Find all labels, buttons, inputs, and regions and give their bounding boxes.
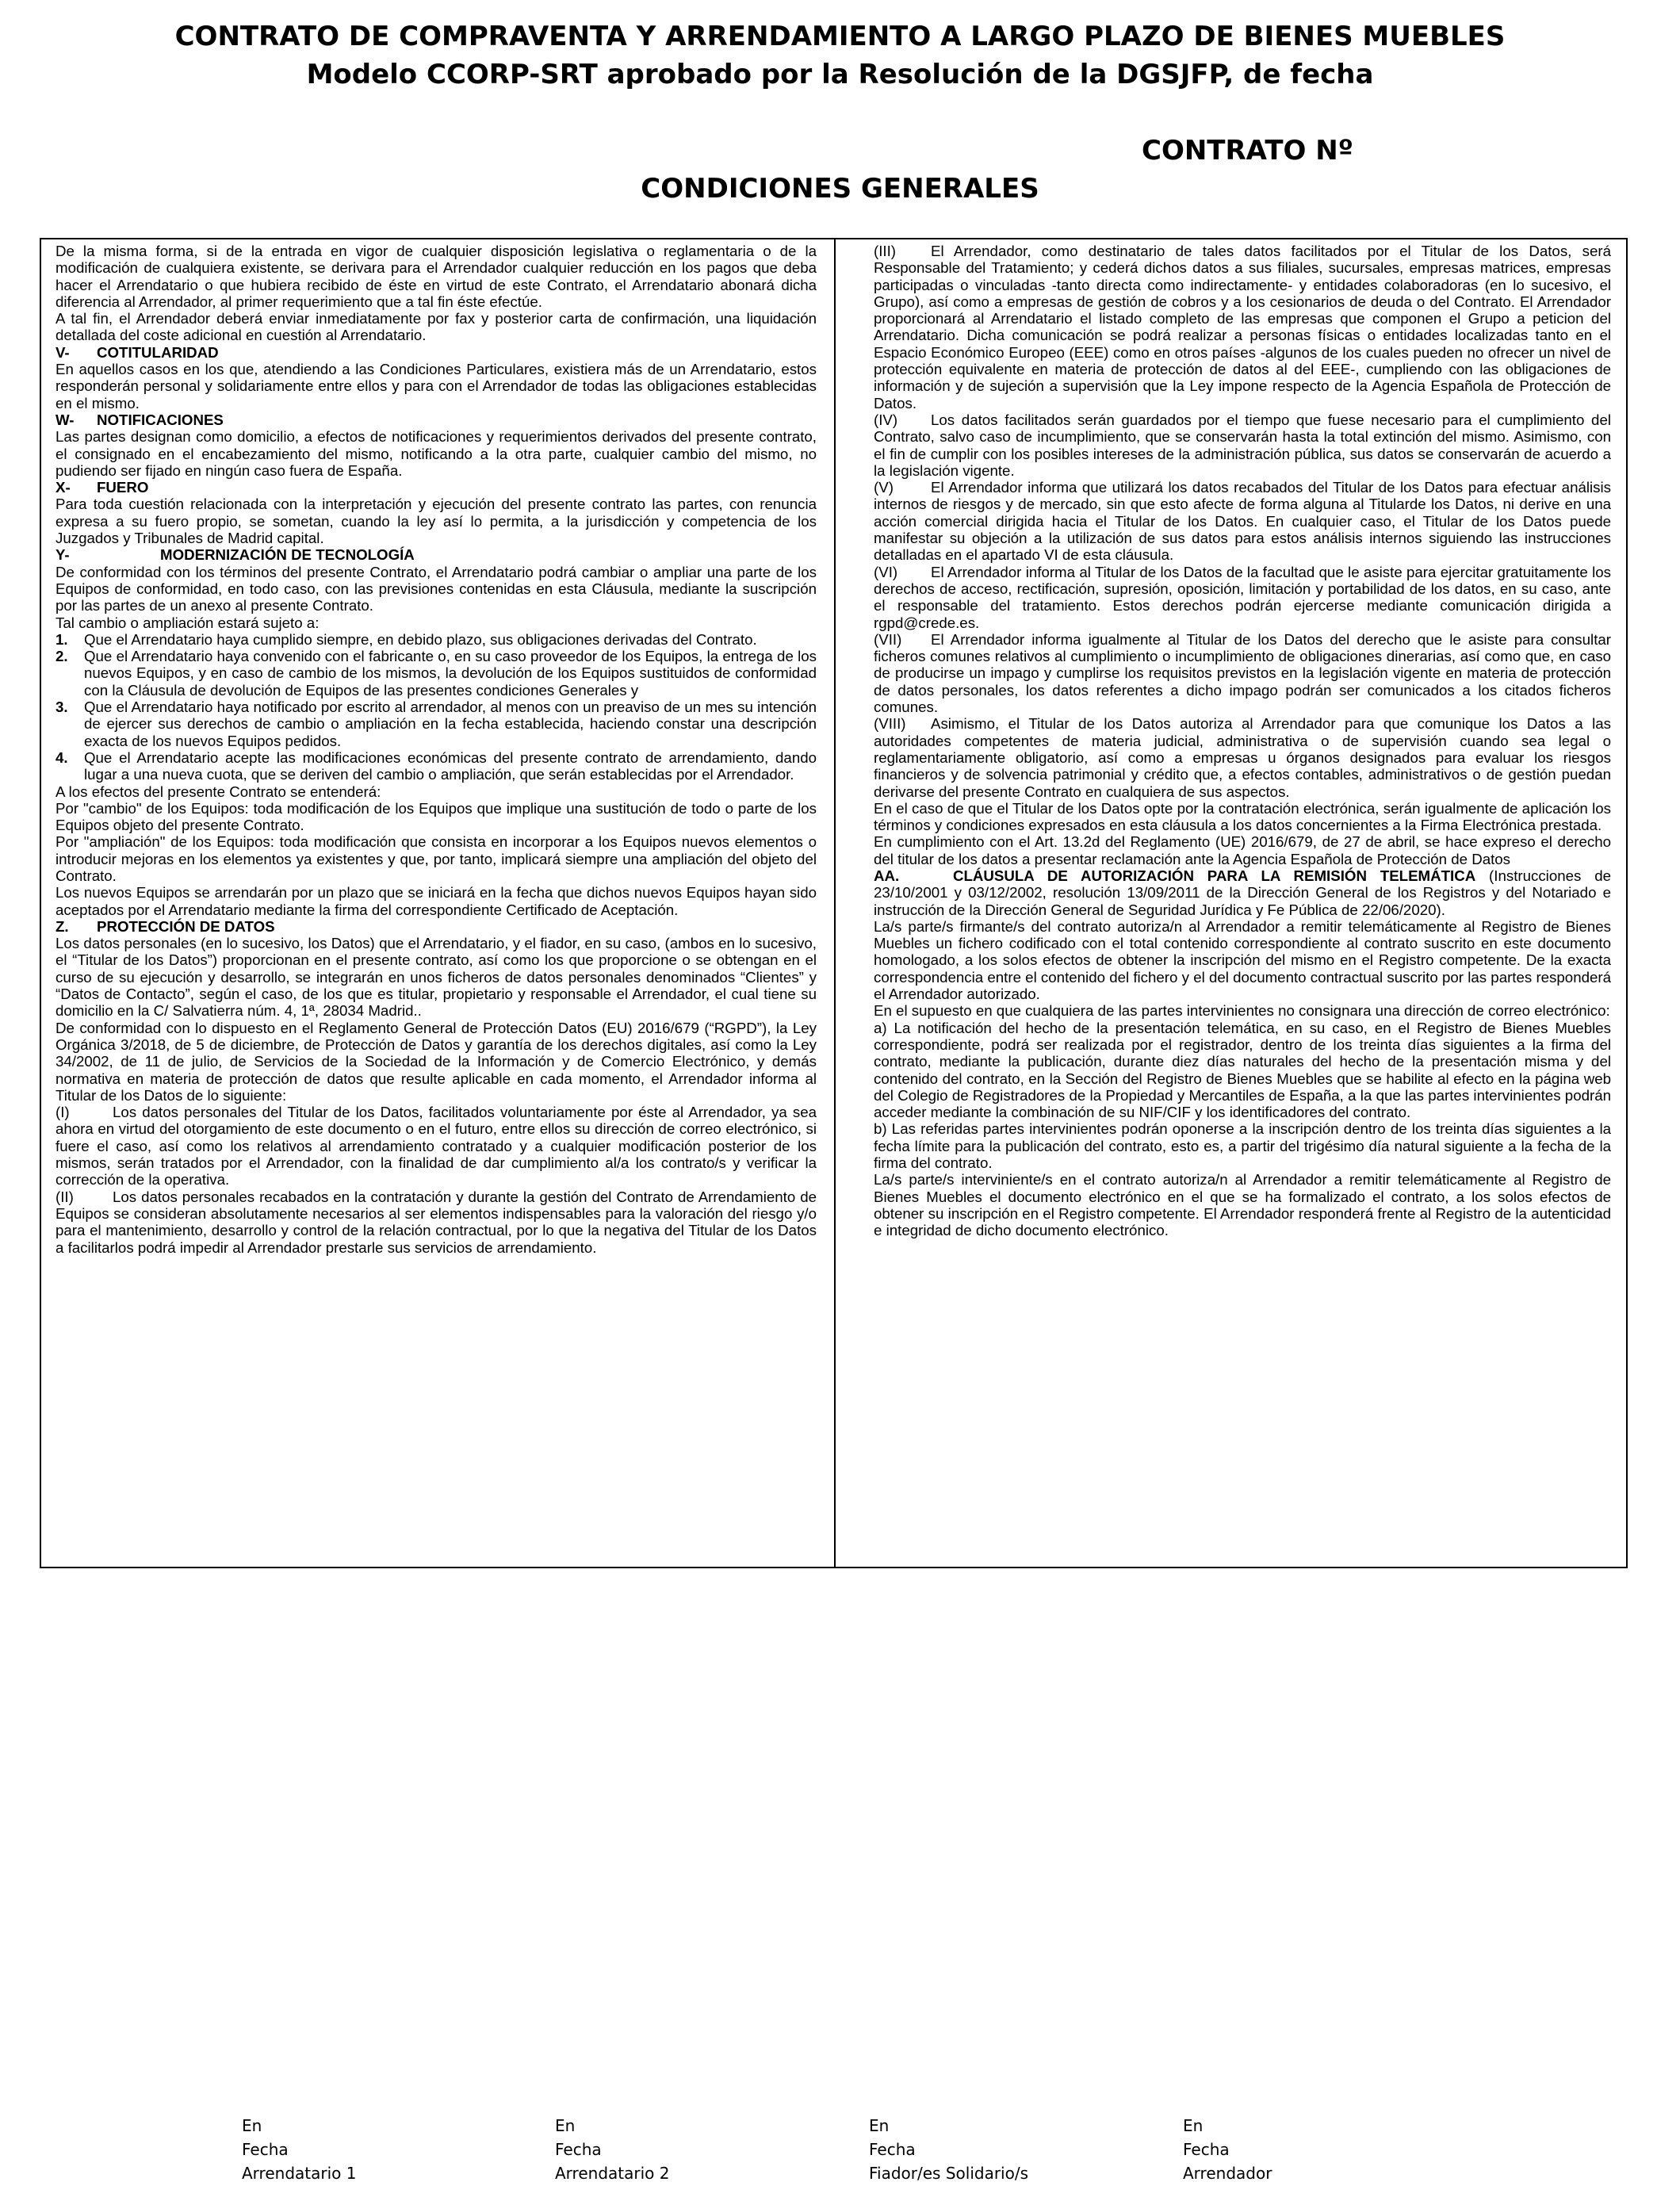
paragraph: Por "ampliación" de los Equipos: toda modificación que consista en incorporar a los Equipos nuevos elementos o introducir mejoras en los elementos ya existentes y que, por tanto, implicará siempre una ampliación del objeto del Contrato. bbox=[55, 833, 817, 884]
clause-heading-aa bbox=[874, 867, 1611, 918]
paragraph: De la misma forma, si de la entrada en vigor de cualquier disposición legislativa o reglamentaria o de la modificación de cualquiera existente, se derivara para el Arrendador cualquier reducción en los pagos que deba hacer el Arrendatario o que hubiera recibido de éste en virtud de este Contrato, el Arrendatario abonará dicha diferencia al Arrendador, al primer requerimiento que a tal fin éste efectúe. bbox=[55, 243, 817, 310]
section-title: CONDICIONES GENERALES bbox=[641, 173, 1039, 205]
signature-date: Fecha bbox=[242, 2140, 289, 2159]
signature-date: Fecha bbox=[869, 2140, 916, 2159]
paragraph: La/s parte/s interviniente/s en el contrato autoriza/n al Arrendador a remitir telemáticamente al Registro de Bienes Muebles el documento electrónico en el que se ha formalizado el contrato, a los solos efectos de obtener su inscripción en el Registro competente. El Arrendador responderá frente al Registro de la autenticidad e integridad de dicho documento electrónico. bbox=[874, 1171, 1611, 1239]
paragraph-text: El Arrendador informa igualmente al Titular de los Datos del derecho que le asiste para consultar ficheros comunes relativos al cumplimiento o incumplimiento de obligaciones dinerarias, así como que, en caso de producirse un impago y cumplirse los requisitos previstos en la legislación vigente en materia de protección de datos personales, los datos referentes a dicho impago podrán ser comunicados a los citados ficheros comunes. bbox=[874, 630, 1611, 716]
paragraph bbox=[874, 479, 1611, 563]
clause-heading-w bbox=[55, 411, 817, 428]
document-title: CONTRATO DE COMPRAVENTA Y ARRENDAMIENTO A LARGO PLAZO DE BIENES MUEBLES bbox=[174, 21, 1506, 52]
column-divider bbox=[834, 238, 836, 1568]
paragraph-text: Los datos personales recabados en la contratación y durante la gestión del Contrato de Arrendamiento de Equipos se consideran absolutamente necesarios al ser elementos indispensables para la valoración del riesgo y/o para el mantenimiento, desarrollo y control de la relación contractual, por lo que la negativa del Titular de los Datos a facilitarlos podrá impedir al Arrendador prestarle sus servicios de arrendamiento. bbox=[55, 1188, 817, 1256]
signature-role: Fiador/es Solidario/s bbox=[869, 2164, 1029, 2183]
roman-numeral: (I) bbox=[55, 1104, 70, 1121]
item-text: Que el Arrendatario haya cumplido siempre, en debido plazo, sus obligaciones derivadas del Contrato. bbox=[84, 630, 757, 648]
clause-code: Y- bbox=[55, 546, 70, 564]
paragraph bbox=[55, 1104, 817, 1188]
paragraph: En el caso de que el Titular de los Datos opte por la contratación electrónica, serán igualmente de aplicación los términos y condiciones expresados en esta cláusula a los datos concernientes a la Firma Electrónica prestada. bbox=[874, 799, 1611, 834]
paragraph-text: Asimismo, el Titular de los Datos autoriza al Arrendador para que comunique los Datos a las autoridades competentes de materia judicial, administrativa o de supervisión cuando sea legal o reglamentariamente obligatorio, así como a empresas u órganos designados para evaluar los riesgos financieros y de solvencia patrimonial y crédito que, a efectos contables, administrativos o de gestión puedan derivarse del presente Contrato en cualquiera de sus aspectos. bbox=[874, 715, 1611, 800]
signature-date: Fecha bbox=[1183, 2140, 1230, 2159]
roman-numeral: (II) bbox=[55, 1188, 74, 1205]
paragraph bbox=[55, 1189, 817, 1256]
clause-heading-y bbox=[55, 546, 817, 563]
paragraph bbox=[874, 715, 1611, 799]
right-column bbox=[874, 243, 1611, 1239]
numbered-item bbox=[55, 749, 817, 783]
paragraph: En cumplimiento con el Art. 13.2d del Reglamento (UE) 2016/679, de 27 de abril, se hace expreso el derecho del titular de los datos a presentar reclamación ante la Agencia Española de Protección de Datos bbox=[874, 833, 1611, 867]
signature-place: En bbox=[869, 2116, 890, 2135]
clause-title: COTITULARIDAD bbox=[97, 343, 219, 361]
left-column bbox=[55, 243, 817, 1256]
clause-title: NOTIFICACIONES bbox=[97, 411, 224, 428]
paragraph: A tal fin, el Arrendador deberá enviar inmediatamente por fax y posterior carta de confirmación, una liquidación detallada del coste adicional en cuestión al Arrendatario. bbox=[55, 310, 817, 344]
signature-block-fiador bbox=[869, 2114, 1028, 2185]
paragraph: La/s parte/s firmante/s del contrato autoriza/n al Arrendador a remitir telemáticamente al Registro de Bienes Muebles un fichero codificado con el total contenido correspondiente al contrato suscrito en este documento homologado, a los solos efectos de obtener la inscripción del mismo en el Registro competente. De la exacta correspondencia entre el contenido del fichero y el del documento contractual suscrito por las partes responderá el Arrendador autorizado. bbox=[874, 917, 1611, 1003]
clause-code: X- bbox=[55, 479, 71, 496]
clause-code: V- bbox=[55, 343, 70, 361]
signature-place: En bbox=[1183, 2116, 1204, 2135]
signature-place: En bbox=[555, 2116, 576, 2135]
item-text: Que el Arrendatario haya notificado por escrito al arrendador, al menos con un preaviso de un mes su intención de ejercer sus derechos de cambio o ampliación en la fecha establecida, haciendo constar una descripción exacta de los nuevos Equipos pedidos. bbox=[84, 699, 817, 749]
roman-numeral: (IV) bbox=[874, 411, 898, 428]
signature-role: Arrendador bbox=[1183, 2164, 1272, 2183]
paragraph-text: El Arrendador, como destinatario de tales datos facilitados por el Titular de los Datos, será Responsable del Tratamiento; y cederá dichos datos a sus filiales, sucursales, empresas matrices, empresas participadas o vinculadas -tanto directa como indirectamente- y entidades colaboradoras (en lo sucesivo, el Grupo), así como a empresas de gestión de cobros y a los cesionarios de deuda o del Contrato. El Arrendador proporcionará al Arrendatario el listado completo de las empresas que componen el Grupo a peticion del Arrendatario. Dicha comunicación se podrá realizar a personas físicas o entidades localizadas tanto en el Espacio Económico Europeo (EEE) como en otros países -algunos de los cuales pueden no ofrecer un nivel de protección equivalente en materia de protección de datos al del EEE-, cumpliendo con las obligaciones de información y de sujeción a supervisión que la Ley impone respecto de la Agencia Española de Protección de Datos. bbox=[874, 243, 1611, 411]
signature-place: En bbox=[242, 2116, 262, 2135]
signature-block-arrendatario-1 bbox=[242, 2114, 356, 2185]
numbered-item bbox=[55, 631, 817, 648]
paragraph-text: Los datos personales del Titular de los Datos, facilitados voluntariamente por éste al Arrendador, ya sea ahora en virtud del otorgamiento de este documento o en el futuro, entre ellos su dirección de correo electrónico, si fuere el caso, así como los relativos al arrendamiento contratado y a cualquier modificación posterior de los mismos, serán tratados por el Arrendador, con la finalidad de dar cumplimiento al/a los contrato/s y verificar la corrección de la operativa. bbox=[55, 1104, 817, 1189]
roman-numeral: (VI) bbox=[874, 563, 898, 580]
paragraph: De conformidad con lo dispuesto en el Reglamento General de Protección Datos (EU) 2016/679 (“RGPD”), la Ley Orgánica 3/2018, de 5 de diciembre, de Protección de Datos y garantía de los derechos digitales, así como la Ley 34/2002, de 11 de julio, de Servicios de la Sociedad de la Información y de Comercio Electrónico, y demás normativa en materia de protección de datos que resulte aplicable en cada momento, el Arrendador informa al Titular de los Datos de lo siguiente: bbox=[55, 1019, 817, 1104]
roman-numeral: (III) bbox=[874, 243, 897, 259]
clause-title-note: (Instrucciones de 23/10/2001 y 03/12/2002, resolución 13/09/2011 de la Dirección General de los Registros y del Notariado e instrucción de la Dirección General de Seguridad Jurídica y Fe Pública de 22/06/2020). bbox=[874, 867, 1611, 918]
clause-heading-z bbox=[55, 918, 817, 935]
paragraph: Las partes designan como domicilio, a efectos de notificaciones y requerimientos derivados del presente contrato, el consignado en el encabezamiento del mismo, notificando a la otra parte, cualquier cambio del mismo, no pudiendo ser fijado en ningún caso fuera de España. bbox=[55, 428, 817, 479]
clause-title: CLÁUSULA DE AUTORIZACIÓN PARA LA REMISIÓN TELEMÁTICA bbox=[953, 867, 1476, 884]
signature-block-arrendatario-2 bbox=[555, 2114, 669, 2185]
paragraph: b) Las referidas partes intervinientes podrán oponerse a la inscripción dentro de los treinta días siguientes a la fecha límite para la publicación del contrato, esto es, a partir del trigésimo día natural siguiente a la fecha de la firma del contrato. bbox=[874, 1120, 1611, 1172]
clause-code: AA. bbox=[874, 867, 900, 884]
numbered-item bbox=[55, 648, 817, 699]
paragraph: En el supuesto en que cualquiera de las partes intervinientes no consignara una dirección de correo electrónico: bbox=[874, 1002, 1610, 1020]
clause-title: MODERNIZACIÓN DE TECNOLOGÍA bbox=[160, 546, 415, 564]
paragraph bbox=[874, 411, 1611, 479]
paragraph-text: El Arrendador informa que utilizará los datos recabados del Titular de los Datos para efectuar análisis internos de riesgos y de mercado, sin que esto afecte de forma alguna al Titularde los Datos, ni derive en una acción comercial dirigida hacia el Titular de los Datos. En cualquier caso, el Titular de los Datos puede manifestar su objeción a la utilización de sus datos para estos análisis internos siguiendo las instrucciones detalladas en el apartado VI de esta cláusula. bbox=[874, 479, 1611, 564]
signature-date: Fecha bbox=[555, 2140, 602, 2159]
contract-number-label: CONTRATO Nº bbox=[1142, 135, 1353, 167]
paragraph: En aquellos casos en los que, atendiendo a las Condiciones Particulares, existiera más de un Arrendatario, estos responderán personal y solidariamente entre ellos y para con el Arrendador de todas las obligaciones establecidas en el mismo. bbox=[55, 361, 817, 411]
clause-title: FUERO bbox=[97, 479, 149, 496]
signature-block-arrendador bbox=[1183, 2114, 1272, 2185]
paragraph bbox=[874, 631, 1611, 715]
roman-numeral: (V) bbox=[874, 479, 894, 496]
paragraph: Los nuevos Equipos se arrendarán por un plazo que se iniciará en la fecha que dichos nuevos Equipos hayan sido aceptados por el Arrendatario mediante la firma del correspondiente Certificado de Aceptación. bbox=[55, 884, 817, 918]
signature-role: Arrendatario 1 bbox=[242, 2164, 357, 2183]
paragraph: Tal cambio o ampliación estará sujeto a: bbox=[55, 614, 320, 631]
roman-numeral: (VIII) bbox=[874, 715, 906, 733]
paragraph-text: Los datos facilitados serán guardados por el tiempo que fuese necesario para el cumplimiento del Contrato, salvo caso de incumplimiento, que se conservarán hasta la total extinción del mismo. Asimismo, con el fin de cumplir con los posibles intereses de la administración pública, sus datos se conservarán de acuerdo a la legislación vigente. bbox=[874, 411, 1611, 479]
signature-role: Arrendatario 2 bbox=[555, 2164, 670, 2183]
item-number: 1. bbox=[55, 630, 68, 648]
roman-numeral: (VII) bbox=[874, 630, 902, 648]
clause-code: W- bbox=[55, 411, 75, 428]
paragraph: De conformidad con los términos del presente Contrato, el Arrendatario podrá cambiar o ampliar una parte de los Equipos de conformidad, en todo caso, con las previsiones contenidas en esta Cláusula, mediante la suscripción por las partes de un anexo al presente Contrato. bbox=[55, 563, 817, 614]
item-text: Que el Arrendatario acepte las modificaciones económicas del presente contrato de arrendamiento, dando lugar a una nueva cuota, que se deriven del cambio o ampliación, que serán establecidas por el Arrendador. bbox=[84, 748, 817, 783]
paragraph: a) La notificación del hecho de la presentación telemática, en su caso, en el Registro de Bienes Muebles correspondiente, podrá ser realizada por el registrador, dentro de los treinta días siguientes a la firma del contrato, mediante la publicación, durante diez días naturales del hecho de la presentación misma y del contenido del contrato, en la Sección del Registro de Bienes Muebles que se habilite al efecto en la página web del Colegio de Registradores de la Propiedad y Mercantiles de España, a la que las partes intervinientes podrán acceder mediante la combinación de su NIF/CIF y los identificadores del contrato. bbox=[874, 1019, 1611, 1121]
clause-heading-x bbox=[55, 479, 817, 496]
clause-heading-v bbox=[55, 344, 817, 361]
clause-title: PROTECCIÓN DE DATOS bbox=[97, 917, 275, 935]
paragraph: Para toda cuestión relacionada con la interpretación y ejecución del presente contrato las partes, con renuncia expresa a su fuero propio, se sometan, cuando la ley así lo permita, a la jurisdicción y competencia de los Juzgados y Tribunales de Madrid capital. bbox=[55, 496, 817, 547]
item-number: 4. bbox=[55, 748, 68, 766]
paragraph: Por "cambio" de los Equipos: toda modificación de los Equipos que implique una sustitución de todo o parte de los Equipos objeto del presente Contrato. bbox=[55, 799, 817, 834]
paragraph-text: El Arrendador informa al Titular de los Datos de la facultad que le asiste para ejercitar gratuitamente los derechos de acceso, rectificación, supresión, oposición, limitación y portabilidad de los datos, en su caso, ante el responsable del tratamiento. Estos derechos podrán ejercerse mediante comunicación dirigida a rgpd@crede.es. bbox=[874, 563, 1611, 631]
item-number: 3. bbox=[55, 699, 68, 716]
item-number: 2. bbox=[55, 648, 68, 665]
paragraph bbox=[874, 243, 1611, 411]
item-text: Que el Arrendatario haya convenido con el fabricante o, en su caso proveedor de los Equipos, la entrega de los nuevos Equipos, y en caso de cambio de los mismos, la devolución de los Equipos sustituidos de conformidad con la Cláusula de devolución de Equipos de las presentes condiciones Generales y bbox=[84, 648, 817, 699]
clause-code: Z. bbox=[55, 917, 69, 935]
numbered-item bbox=[55, 699, 817, 749]
paragraph: A los efectos del presente Contrato se entenderá: bbox=[55, 783, 381, 800]
paragraph: Los datos personales (en lo sucesivo, los Datos) que el Arrendatario, y el fiador, en su caso, (ambos en lo sucesivo, el “Titular de los Datos”) proporcionan en el presente contrato, así como los que proporcione o se obtengan en el curso de su ejecución y desarrollo, se integrarán en unos ficheros de datos personales denominados “Clientes” y “Datos de Contacto”, según el caso, de los que es titular, propietario y responsable el Arrendador, el cual tiene su domicilio en la C/ Salvatierra núm. 4, 1ª, 28034 Madrid.. bbox=[55, 935, 817, 1020]
document-subtitle: Modelo CCORP-SRT aprobado por la Resolución de la DGSJFP, de fecha bbox=[306, 59, 1374, 90]
paragraph bbox=[874, 564, 1611, 631]
